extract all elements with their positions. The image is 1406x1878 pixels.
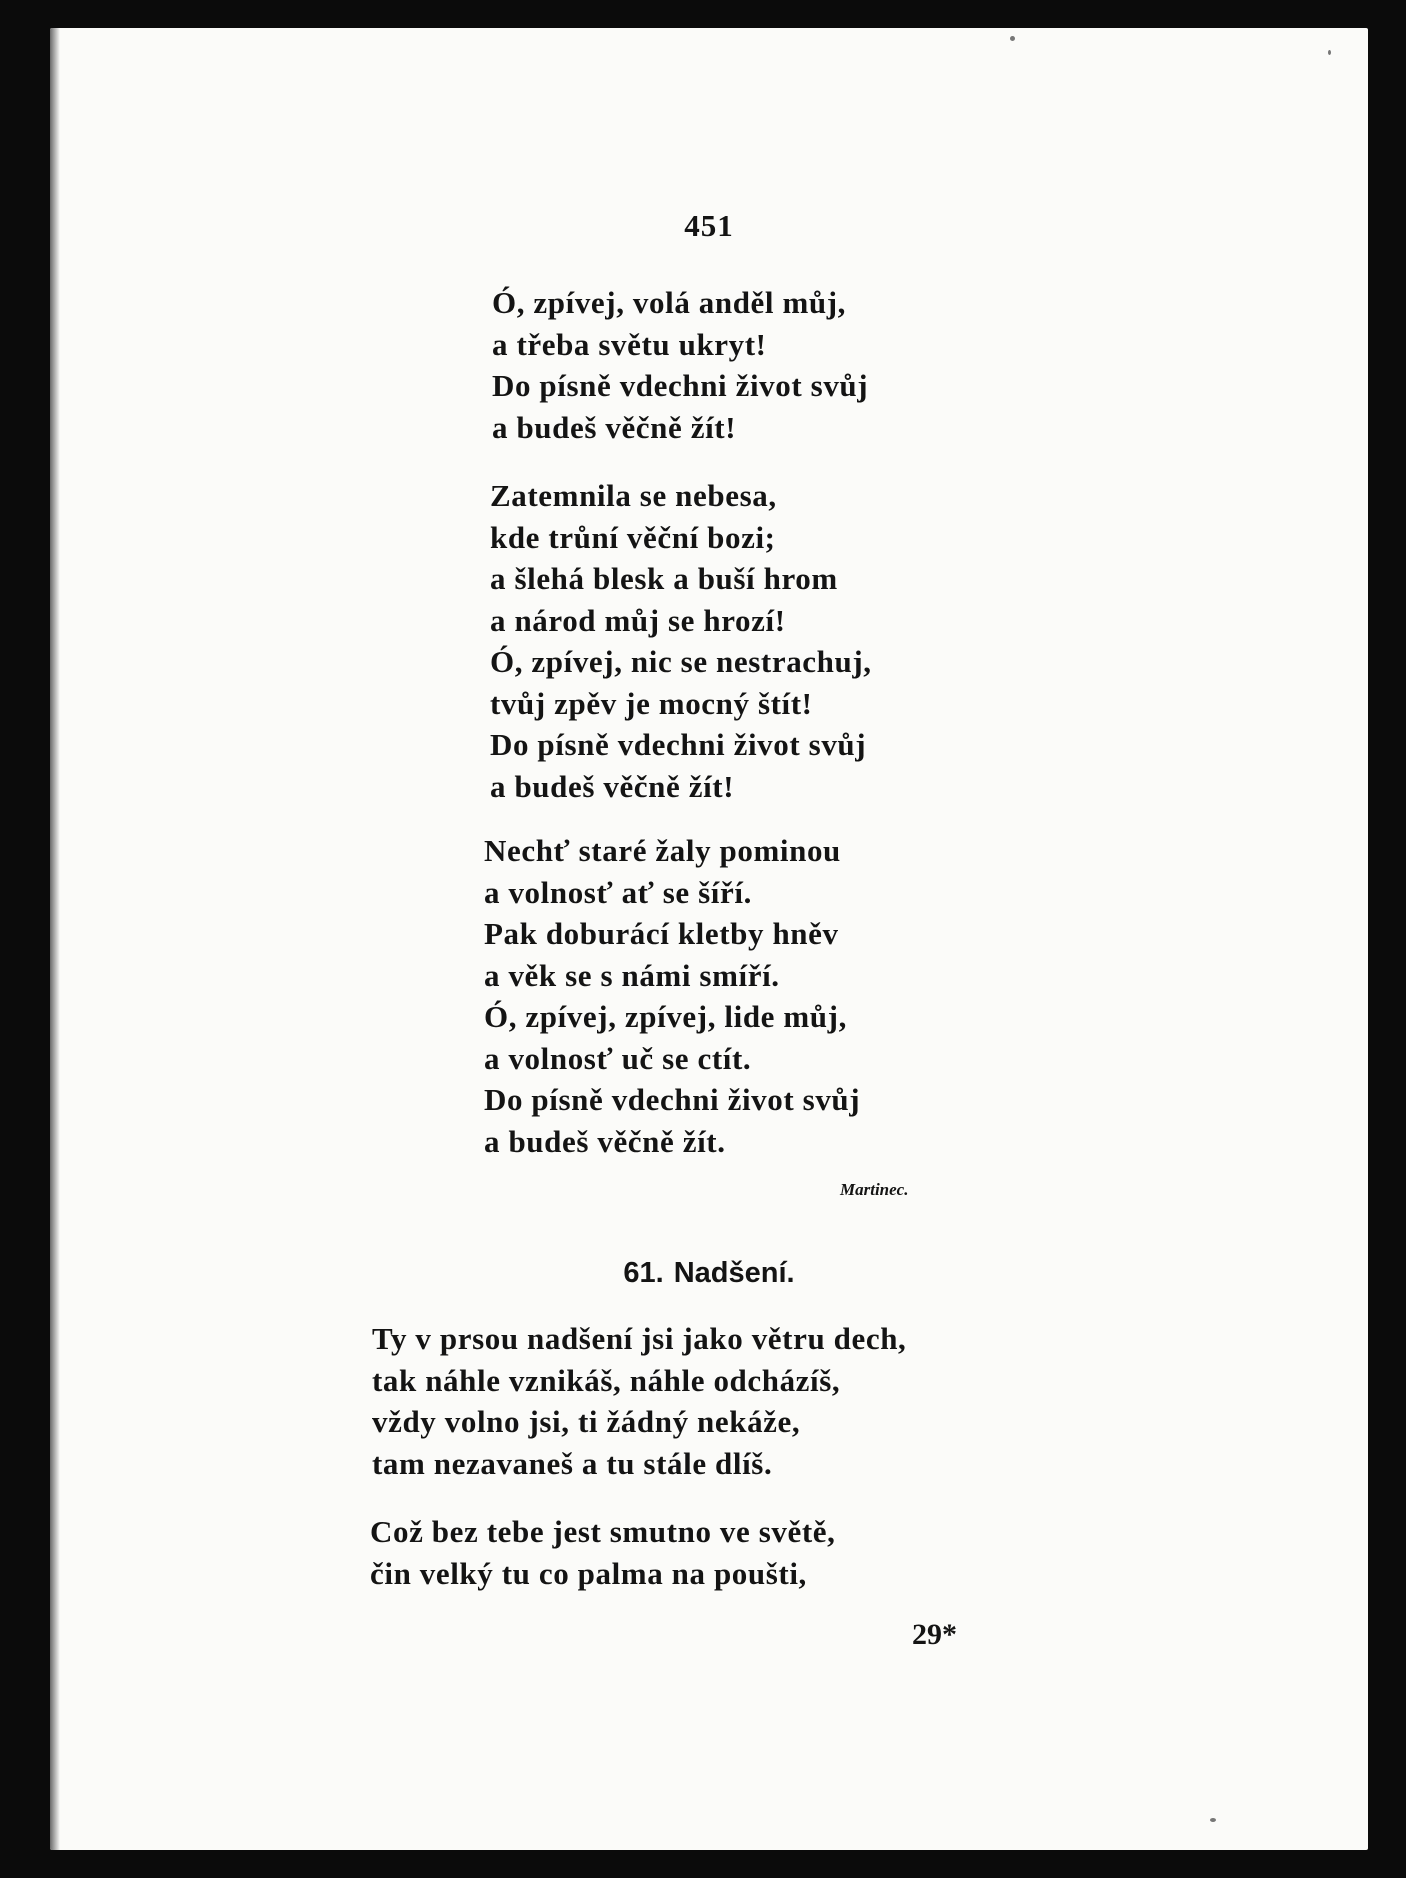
gutter-shadow — [50, 28, 60, 1850]
poem1-stanza-3 — [484, 830, 860, 1162]
poem-line: Ty v prsou nadšení jsi jako větru dech, — [372, 1321, 907, 1356]
poem-title: Nadšení. — [673, 1257, 795, 1289]
poem-line: tam nezavaneš a tu stále dlíš. — [372, 1445, 773, 1481]
poem2-stanza-2 — [370, 1511, 835, 1594]
poem-line: a volnosť ať se šíří. — [484, 874, 752, 910]
dust-speck — [1210, 1818, 1216, 1822]
poem-line: Ó, zpívej, zpívej, lide můj, — [484, 999, 847, 1034]
poem-line: vždy volno jsi, ti žádný nekáže, — [372, 1404, 801, 1439]
poem-heading — [50, 1257, 1368, 1290]
poem-line: kde trůní věční bozi; — [490, 519, 776, 555]
poem2-stanza-1 — [372, 1318, 906, 1484]
poem-line: a volnosť uč se ctít. — [484, 1040, 752, 1076]
poem1-stanza-1 — [492, 282, 868, 448]
poem-line: Což bez tebe jest smutno ve světě, — [370, 1514, 836, 1549]
poem-line: tvůj zpěv je mocný štít! — [490, 685, 813, 721]
poem-line: a budeš věčně žít! — [490, 768, 735, 804]
poem-line: a třeba světu ukryt! — [492, 326, 767, 362]
poem-line: Ó, zpívej, volá anděl můj, — [492, 285, 847, 320]
poem-line: tak náhle vznikáš, náhle odcházíš, — [372, 1362, 841, 1398]
poem-line: Do písně vdechni život svůj — [490, 727, 867, 762]
dust-speck — [1328, 50, 1331, 55]
poem-number: 61. — [623, 1257, 664, 1289]
poem-line: a věk se s námi smíří. — [484, 957, 780, 993]
poem-line: Do písně vdechni život svůj — [492, 368, 869, 403]
dust-speck — [1010, 36, 1015, 41]
poem-line: a národ můj se hrozí! — [490, 602, 786, 638]
poem-line: čin velký tu co palma na poušti, — [370, 1555, 807, 1591]
poem-line: Do písně vdechni život svůj — [484, 1082, 861, 1117]
poem-line: Nechť staré žaly pominou — [484, 833, 841, 868]
poem-line: a šlehá blesk a buší hrom — [490, 561, 838, 596]
poem-line: Pak doburácí kletby hněv — [484, 916, 839, 951]
poem-line: a budeš věčně žít! — [492, 409, 737, 445]
poem-line: a budeš věčně žít. — [484, 1123, 726, 1159]
poem1-stanza-2 — [490, 475, 872, 807]
poem-line: Zatemnila se nebesa, — [490, 478, 777, 513]
page-number: 451 — [684, 208, 734, 243]
book-page — [50, 28, 1368, 1850]
signature-mark: 29* — [912, 1618, 957, 1651]
poem-line: Ó, zpívej, nic se nestrachuj, — [490, 644, 872, 679]
poem-author: Martinec. — [840, 1180, 909, 1199]
